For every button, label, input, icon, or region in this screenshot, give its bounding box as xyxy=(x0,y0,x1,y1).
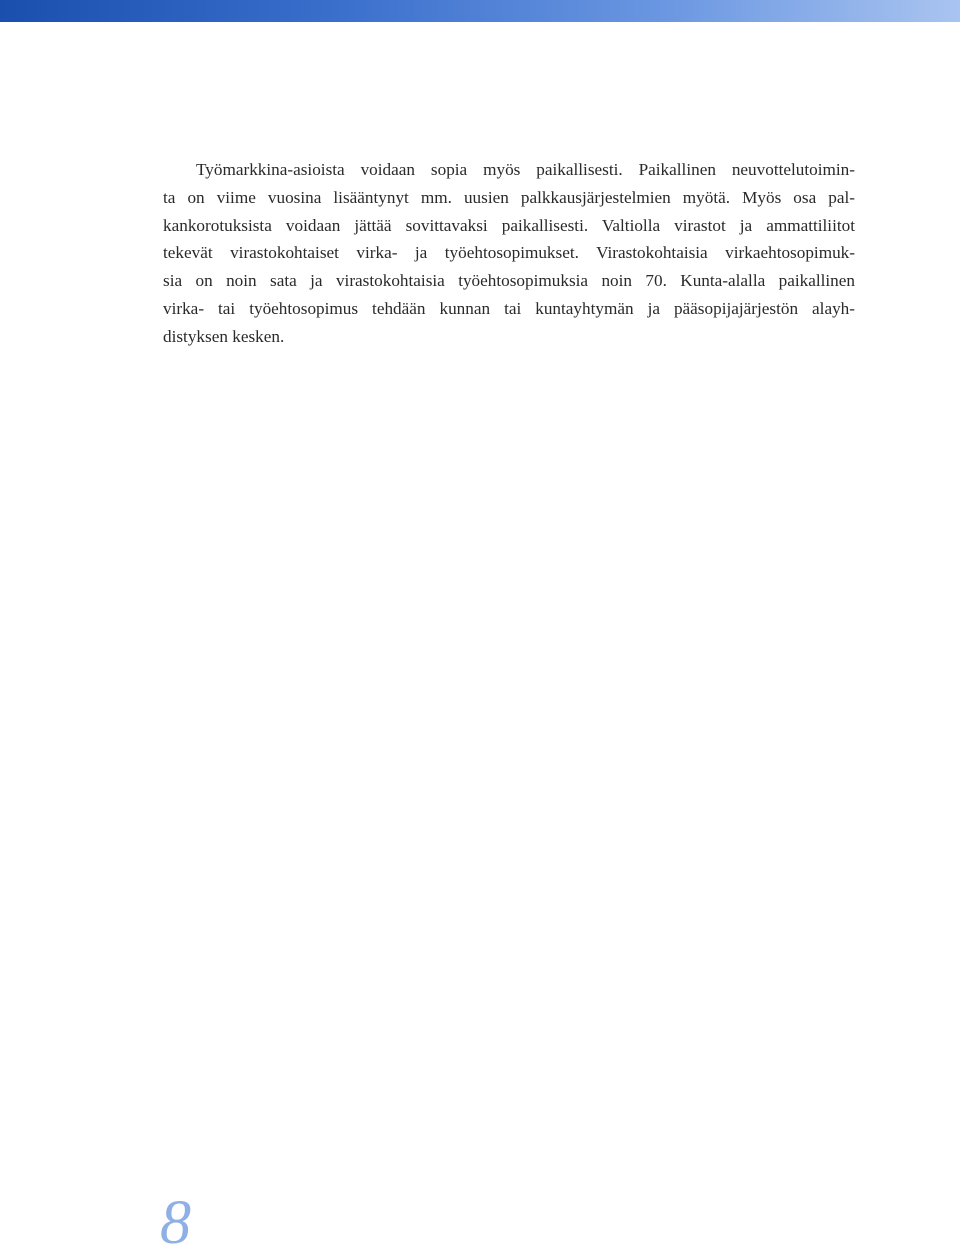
header-color-band xyxy=(0,0,960,22)
body-paragraph xyxy=(163,156,855,351)
paragraph-line: sia on noin sata ja virastokohtaisia työehtosopimuksia noin 70. Kunta-alalla paikallinen xyxy=(163,271,855,291)
paragraph-line: distyksen kesken. xyxy=(163,326,285,346)
paragraph-line: Työmarkkina-asioista voidaan sopia myös paikallisesti. Paikallinen neuvottelutoimin- xyxy=(196,160,855,179)
paragraph-line: tekevät virastokohtaiset virka- ja työehtosopimukset. Virastokohtaisia virkaehtosopimuk- xyxy=(163,243,855,263)
paragraph-line: ta on viime vuosina lisääntynyt mm. uusien palkkausjärjestelmien myötä. Myös osa pal- xyxy=(163,187,855,207)
paragraph-line: virka- tai työehtosopimus tehdään kunnan tai kuntayhtymän ja pääsopijajärjestön alayh- xyxy=(163,298,855,318)
paragraph-line: kankorotuksista voidaan jättää sovittavaksi paikallisesti. Valtiolla virastot ja ammattiliitot xyxy=(163,215,855,235)
page-number: 8 xyxy=(160,1189,191,1257)
